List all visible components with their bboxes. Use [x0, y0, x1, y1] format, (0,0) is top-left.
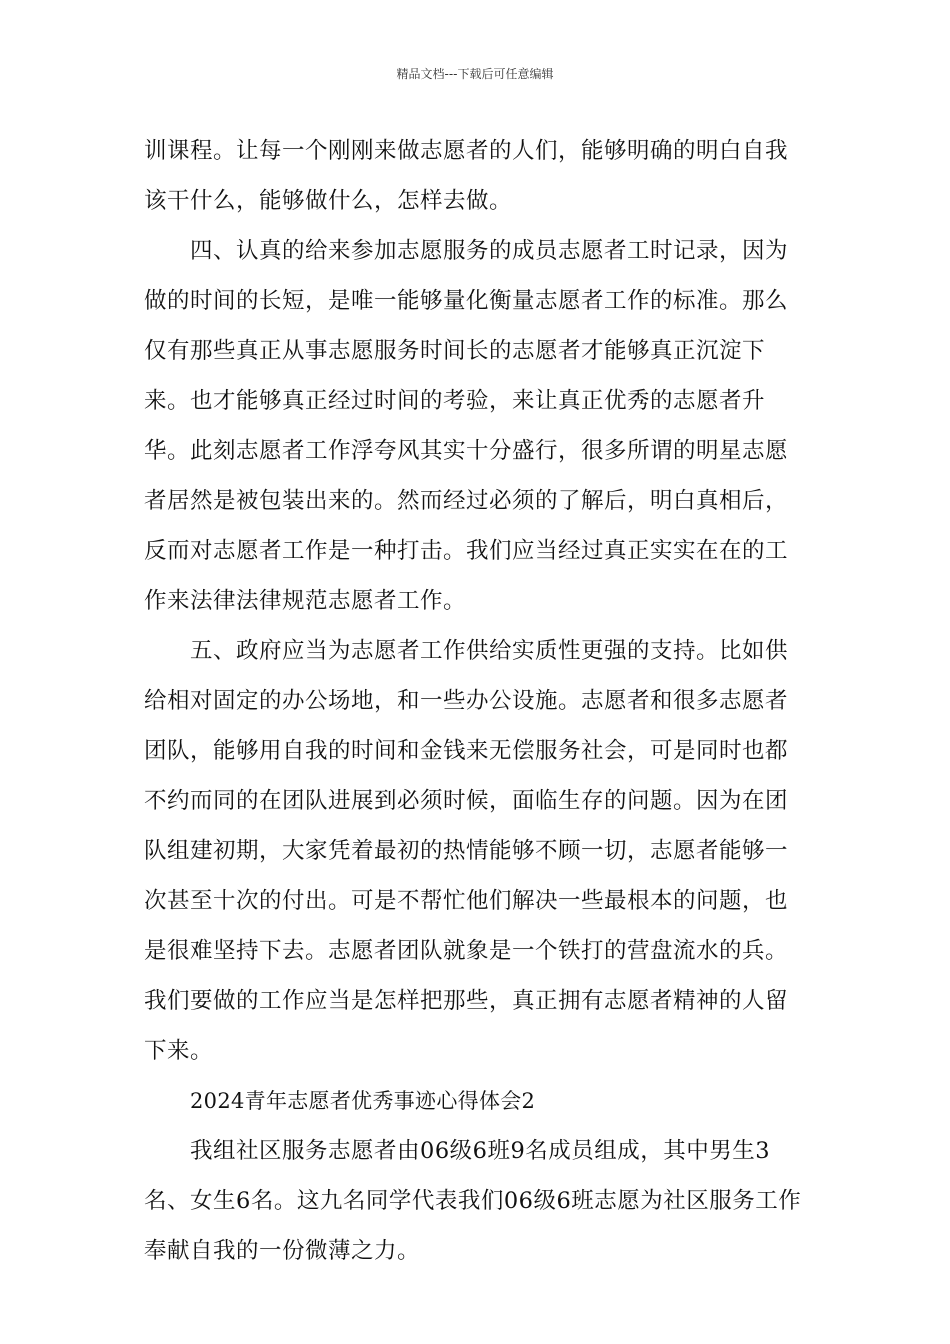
section-subtitle: 2024青年志愿者优秀事迹心得体会2 — [190, 1089, 536, 1113]
paragraph-closing: 我组社区服务志愿者由06级6班9名成员组成，其中男生3名、女生6名。这九名同学代表我们06级6班志愿为社区服务工作奉献自我的一份微薄之力。 — [144, 1138, 802, 1264]
paragraph-item-five: 五、政府应当为志愿者工作供给实质性更强的支持。比如供给相对固定的办公场地，和一些办公设施。志愿者和很多志愿者团队，能够用自我的时间和金钱来无偿服务社会，可是同时也都不约而同的在团队进展到必须时候，面临生存的问题。因为在团队组建初期，大家凭着最初的热情能够不顾一切，志愿者能够一次甚至十次的付出。可是不帮忙他们解决一些最根本的问题，也是很难坚持下去。志愿者团队就象是一个铁打的营盘流水的兵。我们要做的工作应当是怎样把那些，真正拥有志愿者精神的人留下来。 — [144, 638, 789, 1064]
page-header: 精品文档---下载后可任意编辑 — [396, 67, 554, 81]
document-body — [144, 126, 810, 1276]
paragraph-item-four: 四、认真的给来参加志愿服务的成员志愿者工时记录，因为做的时间的长短，是唯一能够量化衡量志愿者工作的标准。那么仅有那些真正从事志愿服务时间长的志愿者才能够真正沉淀下来。也才能够真正经过时间的考验，来让真正优秀的志愿者升华。此刻志愿者工作浮夸风其实十分盛行，很多所谓的明星志愿者居然是被包装出来的。然而经过必须的了解后，明白真相后，反而对志愿者工作是一种打击。我们应当经过真正实实在在的工作来法律法律规范志愿者工作。 — [144, 238, 789, 614]
paragraph-continuation: 训课程。让每一个刚刚来做志愿者的人们，能够明确的明白自我该干什么，能够做什么，怎样去做。 — [144, 138, 789, 214]
